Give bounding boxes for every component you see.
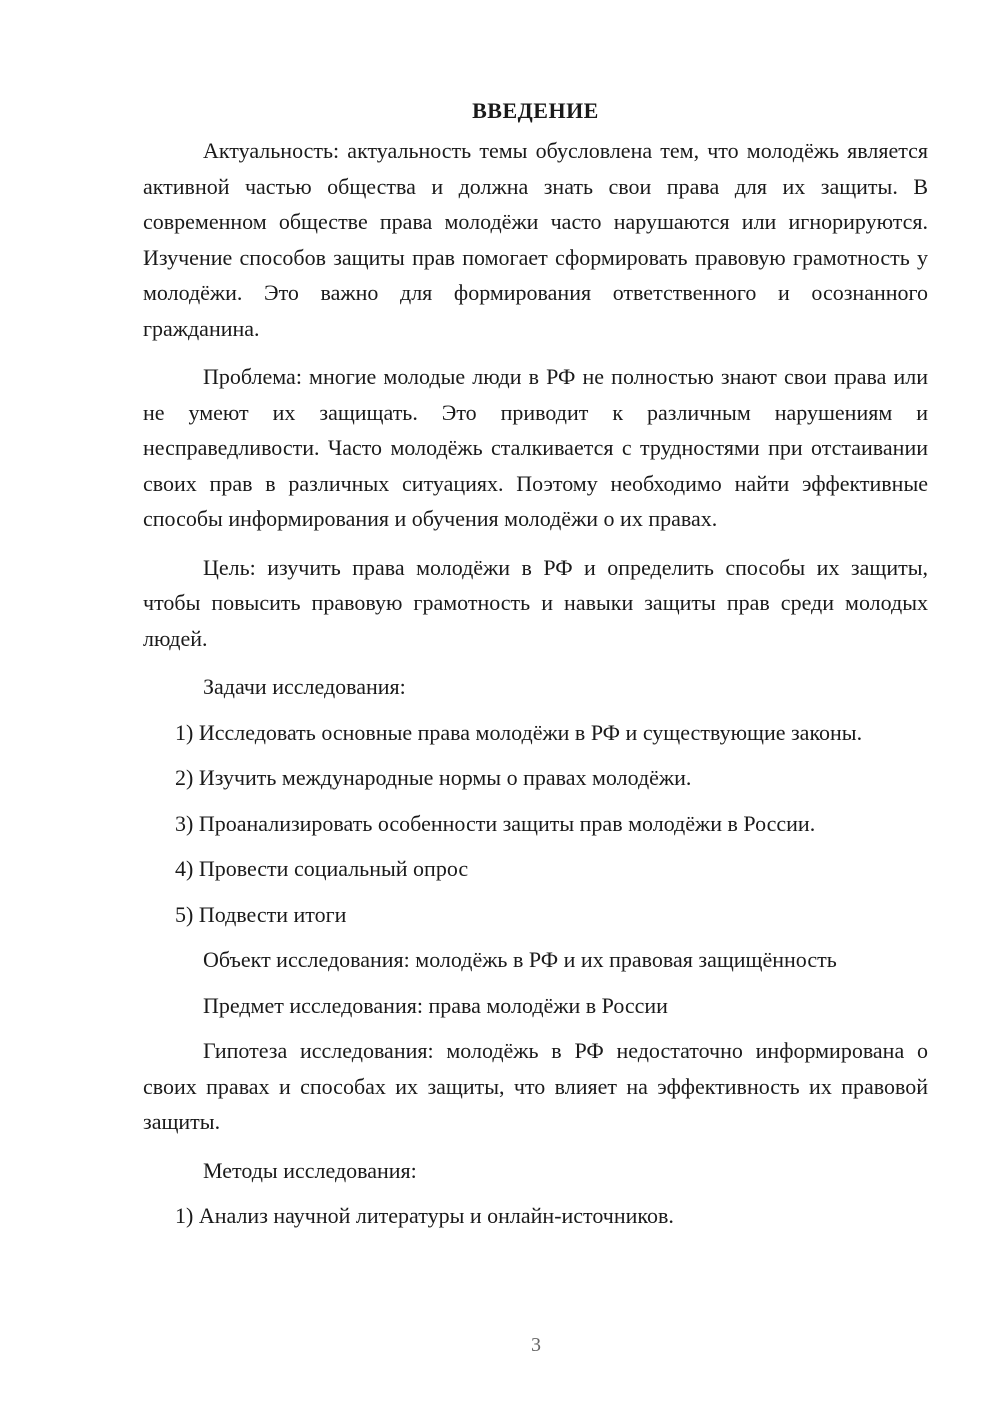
- page-content: [143, 98, 928, 1244]
- method-item-1: 1) Анализ научной литературы и онлайн-источников.: [175, 1203, 674, 1228]
- task-item-1: 1) Исследовать основные права молодёжи в РФ и существующие законы.: [175, 719, 863, 745]
- research-object: Объект исследования: молодёжь в РФ и их правовая защищённость: [203, 947, 837, 972]
- methods-heading: Методы исследования:: [203, 1157, 417, 1183]
- tasks-heading: Задачи исследования:: [203, 674, 406, 699]
- hypothesis-paragraph: Гипотеза исследования: молодёжь в РФ недостаточно информирована о своих правах и способах их защиты, что влияет на эффективность их правовой защиты.: [143, 1038, 928, 1134]
- task-item-3: 3) Проанализировать особенности защиты прав молодёжи в России.: [175, 810, 816, 836]
- research-subject: Предмет исследования: права молодёжи в России: [203, 992, 668, 1018]
- section-title: ВВЕДЕНИЕ: [472, 98, 599, 123]
- task-item-5: 5) Подвести итоги: [175, 901, 347, 927]
- task-item-4: 4) Провести социальный опрос: [175, 856, 469, 881]
- goal-paragraph: Цель: изучить права молодёжи в РФ и определить способы их защиты, чтобы повысить правовую грамотность и навыки защиты прав среди молодых людей.: [143, 554, 928, 651]
- actuality-paragraph: Актуальность: актуальность темы обусловлена тем, что молодёжь является активной частью общества и должна знать свои права для их защиты. В современном обществе права молодёжи часто нарушаются или игнорируются. Изучение способов защиты прав помогает сформировать правовую грамотность у молодёжи. Это важно для формирования ответственного и осознанного гражданина.: [143, 138, 928, 341]
- problem-paragraph: Проблема: многие молодые люди в РФ не полностью знают свои права или не умеют их защищать. Это приводит к различным нарушениям и несправедливости. Часто молодёжь сталкивается с трудностями при отстаивании своих прав в различных ситуациях. Поэтому необходимо найти эффективные способы информирования и обучения молодёжи о их правах.: [143, 364, 928, 531]
- page-number: 3: [531, 1334, 541, 1356]
- task-item-2: 2) Изучить международные нормы о правах молодёжи.: [175, 765, 692, 790]
